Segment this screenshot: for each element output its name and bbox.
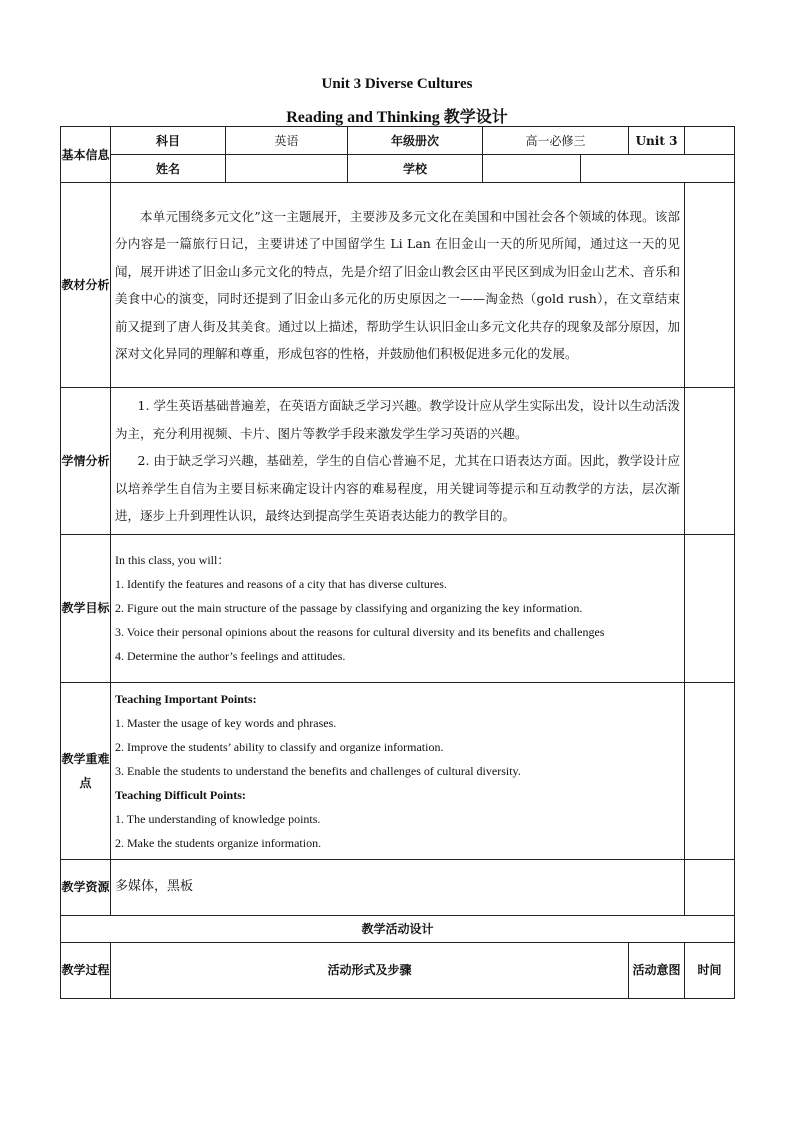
time-label: 时间: [685, 942, 735, 998]
goals-intro: In this class, you will：: [115, 553, 230, 567]
activity-heading: 教学活动设计: [61, 915, 735, 942]
goals-cell: [111, 534, 685, 682]
resources-label: 教学资源: [61, 859, 111, 915]
resources-value: 多媒体，黑板: [111, 859, 685, 915]
goals-row: [61, 534, 735, 682]
subject-value: 英语: [226, 127, 348, 155]
unit-value: Unit 3: [629, 127, 685, 155]
important-point-item: 2. Improve the students’ ability to classify and organize information.: [115, 739, 444, 754]
students-paragraph-1: 1. 学生英语基础普遍差，在英语方面缺乏学习兴趣。教学设计应从学生实际出发，设计以生动活泼为主，充分利用视频、卡片、图片等教学手段来激发学生学习英语的兴趣。: [115, 398, 681, 441]
goals-side-cell: [685, 534, 735, 682]
keypoints-label: 教学重难点: [61, 682, 111, 859]
name-value: [226, 155, 348, 183]
school-value-a: [483, 155, 581, 183]
keypoints-cell: [111, 682, 685, 859]
activity-heading-row: [61, 915, 735, 942]
activity-header-row: [61, 942, 735, 998]
info-group-label: 基本信息: [61, 127, 111, 183]
steps-label: 活动形式及步骤: [111, 942, 629, 998]
info-row-1: [61, 127, 735, 155]
material-row: [61, 183, 735, 388]
intent-label: 活动意图: [629, 942, 685, 998]
material-cell: [111, 183, 685, 388]
school-value-b: [581, 155, 735, 183]
grade-value: 高一必修三: [483, 127, 629, 155]
students-side-cell: [685, 388, 735, 535]
important-point-item: 1. Master the usage of key words and phrases.: [115, 715, 337, 730]
document-subtitle: Reading and Thinking 教学设计: [286, 109, 508, 126]
material-text: 本单元围绕多元文化”这一主题展开，主要涉及多元文化在美国和中国社会各个领域的体现。该部分内容是一篇旅行日记，主要讲述了中国留学生 Li Lan 在旧金山一天的所见所闻，通过这一天的见闻，展开讲述了旧金山多元文化的特点，先是介绍了旧金山教会区由平民区到成为旧金山艺术、音乐和美食中心的演变，同时还提到了旧金山多元化的历史原因之一——淘金热（gold rush），在文章结束前又提到了唐人街及其美食。通过以上描述，帮助学生认识旧金山多元文化共存的现象及部分原因，加深对文化异同的理解和尊重，形成包容的性格，并鼓励他们积极促进多元化的发展。: [115, 208, 681, 361]
difficult-point-item: 1. The understanding of knowledge points.: [115, 811, 321, 826]
goal-item: 4. Determine the author’s feelings and attitudes.: [115, 649, 346, 663]
difficult-points-title: Teaching Difficult Points:: [115, 787, 246, 802]
resources-side-cell: [685, 859, 735, 915]
info-empty-cell: [685, 127, 735, 155]
grade-label: 年级册次: [348, 127, 483, 155]
goal-item: 3. Voice their personal opinions about the reasons for cultural diversity and its benefits and challenges: [115, 625, 605, 639]
students-paragraph-2: 2. 由于缺乏学习兴趣，基础差，学生的自信心普遍不足，尤其在口语表达方面。因此，教学设计应以培养学生自信为主要目标来确定设计内容的难易程度，用关键词等提示和互动教学的方法，层次渐进，逐步上升到理性认识，最终达到提高学生英语表达能力的教学目的。: [115, 453, 681, 523]
subject-label: 科目: [111, 127, 226, 155]
goal-item: 1. Identify the features and reasons of a city that has diverse cultures.: [115, 577, 447, 591]
difficult-point-item: 2. Make the students organize information.: [115, 835, 322, 850]
resources-row: [61, 859, 735, 915]
important-points-title: Teaching Important Points:: [115, 691, 257, 706]
important-point-item: 3. Enable the students to understand the benefits and challenges of cultural diversity.: [115, 763, 521, 778]
goal-item: 2. Figure out the main structure of the passage by classifying and organizing the key information.: [115, 601, 583, 615]
material-side-cell: [685, 183, 735, 388]
students-label: 学情分析: [61, 388, 111, 535]
process-label: 教学过程: [61, 942, 111, 998]
keypoints-row: [61, 682, 735, 859]
name-label: 姓名: [111, 155, 226, 183]
school-label: 学校: [348, 155, 483, 183]
students-cell: [111, 388, 685, 535]
keypoints-side-cell: [685, 682, 735, 859]
lesson-plan-table: [60, 126, 735, 999]
goals-label: 教学目标: [61, 534, 111, 682]
material-label: 教材分析: [61, 183, 111, 388]
students-row: [61, 388, 735, 535]
document-title: Unit 3 Diverse Cultures: [321, 76, 473, 92]
info-row-2: [61, 155, 735, 183]
